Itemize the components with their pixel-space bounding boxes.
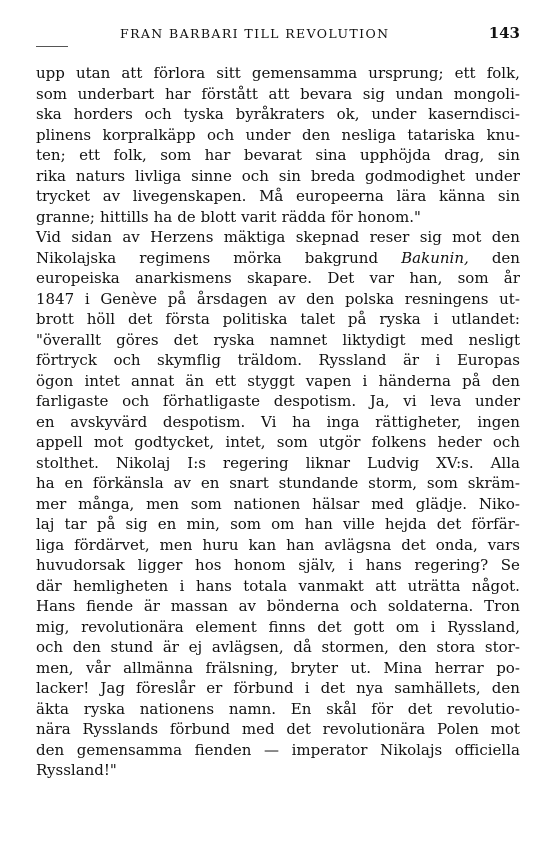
text-line: appell mot godtycket, intet, som utgör folkens heder och [36,433,520,451]
text-line: förtryck och skymflig träldom. Ryssland är i Europas [36,351,520,369]
text-line: ögon intet annat än ett styggt vapen i händerna på den [36,371,520,390]
text-line: en avskyvärd despotism. Vi ha inga rättigheter, ingen [36,412,520,431]
text-line: mig, revolutionära element finns det gott om i Ryssland, [36,617,520,636]
text-line: Hans fiende är massan av bönderna och soldaterna. Tron [36,597,520,615]
text-line: granne; hittills ha de blott varit rädda för honom." [36,207,421,226]
text-line: äkta ryska nationens namn. En skål för det revolutio- [36,699,520,718]
text-line: trycket av livegenskapen. Må europeerna lära känna sin [36,187,520,205]
body-text [36,63,520,781]
page-header [36,26,520,46]
text-line: och den stund är ej avlägsen, då stormen, den stora stor- [36,638,520,656]
text-line: mer många, men som nationen hälsar med glädje. Niko- [36,494,520,513]
text-line: stolthet. Nikolaj I:s regering liknar Ludvig XV:s. Alla [36,453,520,472]
text-line: Vid sidan av Herzens mäktiga skepnad reser sig mot den [36,228,520,246]
text-line: farligaste och förhatligaste despotism. Ja, vi leva under [36,392,520,410]
text-line: europeiska anarkismens skapare. Det var han, som år [36,269,520,287]
text-line: "överallt göres det ryska namnet liktydigt med nesligt [36,330,520,349]
text-line: Ryssland!" [36,761,117,779]
text-line: huvudorsak ligger hos honom själv, i hans regering? Se [36,556,520,574]
text-line: Nikolajska regimens mörka bakgrund Bakunin, den [36,248,520,267]
text-line: ska horders och tyska byråkraters ok, under kaserndisci- [36,105,520,123]
text-line: upp utan att förlora sitt gemensamma ursprung; ett folk, [36,64,520,82]
text-line: plinens korpralkäpp och under den nesliga tatariska knu- [36,125,520,144]
text-line: ha en förkänsla av en snart stundande storm, som skräm- [36,474,520,492]
running-title: FRAN BARBARI TILL REVOLUTION [120,26,390,41]
text-line: laj tar på sig en min, som om han ville hejda det förfär- [36,515,520,533]
text-line: brott höll det första politiska talet på ryska i utlandet: [36,310,520,328]
text-line: 1847 i Genève på årsdagen av den polska resningens ut- [36,289,520,308]
text-line: men, vår allmänna frälsning, bryter ut. Mina herrar po- [36,658,520,677]
header-rule [36,46,68,47]
text-line: där hemligheten i hans totala vanmakt att uträtta något. [36,576,520,595]
text-line: som underbart har förstått att bevara sig undan mongoli- [36,84,520,103]
text-line: ten; ett folk, som har bevarat sina upphöjda drag, sin [36,146,520,164]
text-line: den gemensamma fienden — imperator Nikolajs officiella [36,740,520,759]
text-line: rika naturs livliga sinne och sin breda godmodighet under [36,166,520,185]
text-line: liga fördärvet, men huru kan han avlägsna det onda, vars [36,535,520,554]
text-line: nära Rysslands förbund med det revolutionära Polen mot [36,720,520,738]
text-line: lacker! Jag föreslår er förbund i det nya samhällets, den [36,679,520,697]
page-number: 143 [488,24,520,42]
